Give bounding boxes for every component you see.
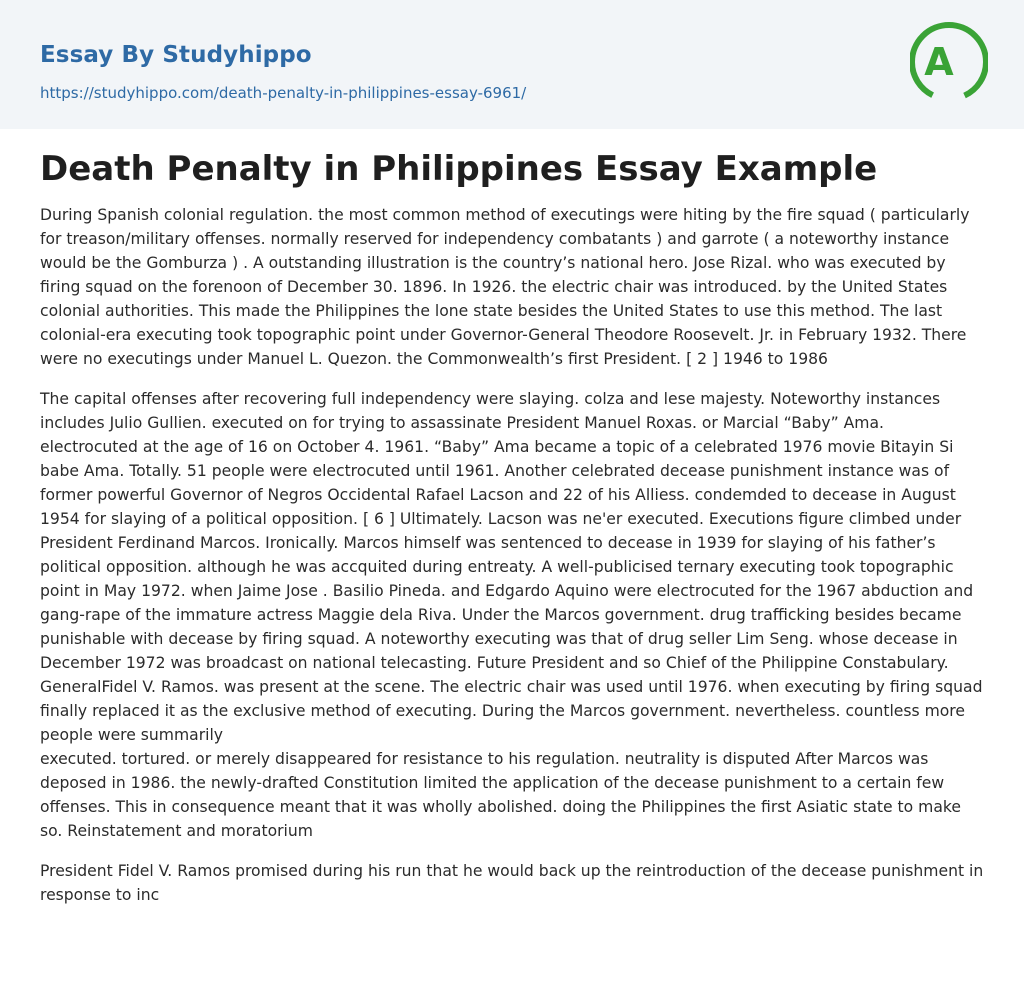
logo-letter: A	[924, 40, 954, 84]
site-header	[0, 0, 1024, 129]
article-body	[40, 203, 984, 907]
page-url-link[interactable]: https://studyhippo.com/death-penalty-in-philippines-essay-6961/	[40, 84, 527, 102]
article	[0, 129, 1024, 907]
article-paragraph-3: President Fidel V. Ramos promised during his run that he would back up the reintroduction of the decease punishment in response to inc	[40, 862, 984, 904]
paragraph-2-part-2: executed. tortured. or merely disappeared for resistance to his regulation. neutrality is disputed After Marcos was deposed in 1986. the newly-drafted Constitution limited the application of the decease punishment to a certain few offenses. This in consequence meant that it was wholly abolished. doing the Philippines the first Asiatic state to make so. Reinstatement and moratorium	[40, 750, 961, 840]
site-brand[interactable]: Essay By Studyhippo	[40, 42, 312, 68]
paragraph-2-part-1: The capital offenses after recovering full independency were slaying. colza and lese majesty. Noteworthy instances includes Julio Gullien. executed on for trying to assassinate President Manuel Roxas. or Marcial “Baby” Ama. electrocuted at the age of 16 on October 4. 1961. “Baby” Ama became a topic of a celebrated 1976 movie Bitayin Si babe Ama. Totally. 51 people were electrocuted until 1961. Another celebrated decease punishment instance was of former powerful Governor of Negros Occidental Rafael Lacson and 22 of his Alliess. condemded to decease in August 1954 for slaying of a political opposition. [ 6 ] Ultimately. Lacson was ne'er executed. Executions figure climbed under President Ferdinand Marcos. Ironically. Marcos himself was sentenced to decease in 1939 for slaying of his father’s political opposition. although he was accquited during entreaty. A well-publicised ternary executing took topographic point in May 1972. when Jaime Jose . Basilio Pineda. and Edgardo Aquino were electrocuted for the 1967 abduction and gang-rape of the immature actress Maggie dela Riva. Under the Marcos government. drug trafficking besides became punishable with decease by firing squad. A noteworthy executing was that of drug seller Lim Seng. whose decease in December 1972 was broadcast on national telecasting. Future President and so Chief of the Philippine Constabulary. GeneralFidel V. Ramos. was present at the scene. The electric chair was used until 1976. when executing by firing squad finally replaced it as the exclusive method of executing. During the Marcos government. nevertheless. countless more people were summarily	[40, 390, 983, 744]
studyhippo-logo-icon[interactable]	[910, 18, 988, 106]
article-title: Death Penalty in Philippines Essay Example	[40, 149, 878, 189]
article-paragraph-1: During Spanish colonial regulation. the most common method of executings were hiting by the fire squad ( particularly for treason/military offenses. normally reserved for independency combatants ) and garrote ( a noteworthy instance would be the Gomburza ) . A outstanding illustration is the country’s national hero. Jose Rizal. who was executed by firing squad on the forenoon of December 30. 1896. In 1926. the electric chair was introduced. by the United States colonial authorities. This made the Philippines the lone state besides the United States to use this method. The last colonial-era executing took topographic point under Governor-General Theodore Roosevelt. Jr. in February 1932. There were no executings under Manuel L. Quezon. the Commonwealth’s first President. [ 2 ] 1946 to 1986	[40, 206, 970, 368]
article-paragraph-2	[40, 387, 984, 843]
